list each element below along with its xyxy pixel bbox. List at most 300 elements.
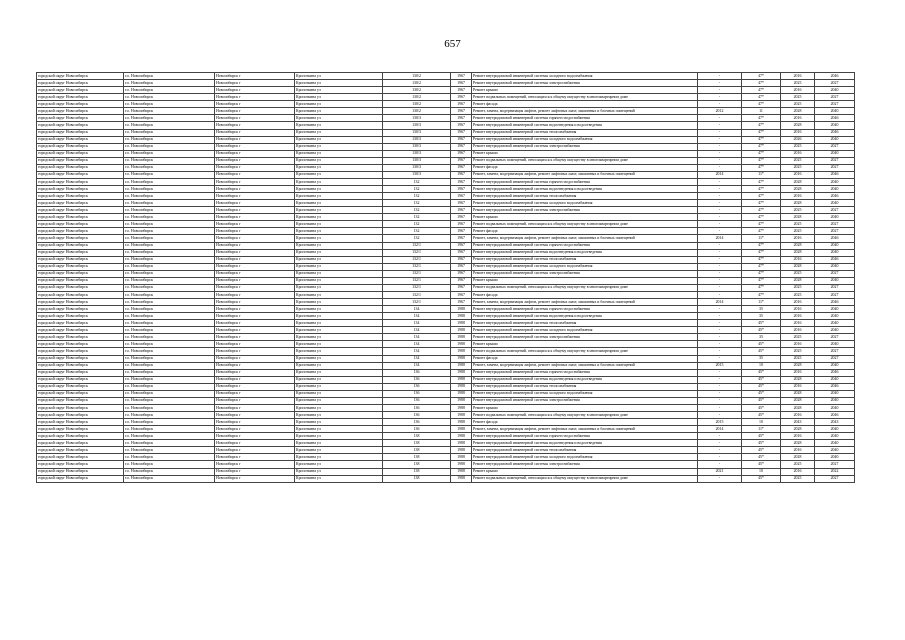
plan-end-cell: 2040	[815, 200, 855, 207]
year-cell: 1967	[451, 270, 472, 277]
city-cell: Новосибирск г	[215, 73, 295, 80]
year-cell: 1967	[451, 136, 472, 143]
last-repair-cell: -	[698, 228, 742, 235]
plan-end-cell: 2027	[815, 143, 855, 150]
district-cell: г.о. Новосибирск	[124, 390, 215, 397]
work-type-cell: Ремонт внутридомовой инженерной системы холодного водоснабжения	[472, 263, 698, 270]
last-repair-cell: -	[698, 284, 742, 291]
plan-start-cell: 2025	[781, 94, 815, 101]
wear-cell: 45*	[742, 348, 781, 355]
plan-start-cell: 2028	[781, 277, 815, 284]
street-cell: Кропоткина ул	[295, 320, 383, 327]
plan-start-cell: 2025	[781, 164, 815, 171]
work-type-cell: Ремонт внутридомовой инженерной системы теплоснабжения	[472, 129, 698, 136]
street-cell: Кропоткина ул	[295, 136, 383, 143]
district-cell: г.о. Новосибирск	[124, 73, 215, 80]
wear-cell: 11*	[742, 235, 781, 242]
street-cell: Кропоткина ул	[295, 80, 383, 87]
work-type-cell: Ремонт внутридомовой инженерной системы горячего водоснабжения	[472, 242, 698, 249]
district-cell: г.о. Новосибирск	[124, 150, 215, 157]
table-row	[37, 461, 855, 468]
municipality-cell: городской округ Новосибирск	[37, 235, 124, 242]
municipality-cell: городской округ Новосибирск	[37, 129, 124, 136]
municipality-cell: городской округ Новосибирск	[37, 468, 124, 475]
house-cell: 134	[383, 362, 451, 369]
last-repair-cell: -	[698, 306, 742, 313]
plan-start-cell: 2028	[781, 122, 815, 129]
house-cell: 136	[383, 390, 451, 397]
municipality-cell: городской округ Новосибирск	[37, 178, 124, 185]
city-cell: Новосибирск г	[215, 468, 295, 475]
last-repair-cell: -	[698, 122, 742, 129]
district-cell: г.о. Новосибирск	[124, 362, 215, 369]
work-type-cell: Ремонт внутридомовой инженерной системы горячего водоснабжения	[472, 306, 698, 313]
last-repair-cell: -	[698, 454, 742, 461]
plan-start-cell: 2016	[781, 235, 815, 242]
year-cell: 1967	[451, 73, 472, 80]
plan-start-cell: 2016	[781, 433, 815, 440]
table-row	[37, 108, 855, 115]
year-cell: 1988	[451, 404, 472, 411]
table-row	[37, 207, 855, 214]
city-cell: Новосибирск г	[215, 291, 295, 298]
plan-start-cell: 2025	[781, 284, 815, 291]
year-cell: 1988	[451, 390, 472, 397]
table-row	[37, 412, 855, 419]
work-type-cell: Ремонт внутридомовой инженерной системы электроснабжения	[472, 270, 698, 277]
plan-end-cell: 2027	[815, 334, 855, 341]
plan-start-cell: 2025	[781, 475, 815, 482]
city-cell: Новосибирск г	[215, 178, 295, 185]
last-repair-cell: 2021	[698, 468, 742, 475]
wear-cell: 45*	[742, 376, 781, 383]
municipality-cell: городской округ Новосибирск	[37, 164, 124, 171]
municipality-cell: городской округ Новосибирск	[37, 94, 124, 101]
year-cell: 1967	[451, 221, 472, 228]
street-cell: Кропоткина ул	[295, 313, 383, 320]
street-cell: Кропоткина ул	[295, 214, 383, 221]
work-type-cell: Ремонт подвальных помещений, относящихся к общему имуществу в многоквартирном доме	[472, 475, 698, 482]
plan-start-cell: 2025	[781, 270, 815, 277]
work-type-cell: Ремонт, замена, модернизация лифтов, ремонт лифтовых шахт, машинных и блочных помещений	[472, 235, 698, 242]
year-cell: 1988	[451, 412, 472, 419]
street-cell: Кропоткина ул	[295, 404, 383, 411]
city-cell: Новосибирск г	[215, 348, 295, 355]
last-repair-cell: 2015	[698, 362, 742, 369]
work-type-cell: Ремонт подвальных помещений, относящихся к общему имуществу в многоквартирном доме	[472, 348, 698, 355]
wear-cell: 47*	[742, 263, 781, 270]
district-cell: г.о. Новосибирск	[124, 115, 215, 122]
last-repair-cell: -	[698, 412, 742, 419]
street-cell: Кропоткина ул	[295, 221, 383, 228]
street-cell: Кропоткина ул	[295, 178, 383, 185]
year-cell: 1988	[451, 313, 472, 320]
wear-cell: 47*	[742, 214, 781, 221]
district-cell: г.о. Новосибирск	[124, 348, 215, 355]
city-cell: Новосибирск г	[215, 355, 295, 362]
city-cell: Новосибирск г	[215, 404, 295, 411]
municipality-cell: городской округ Новосибирск	[37, 80, 124, 87]
house-cell: 130/2	[383, 73, 451, 80]
municipality-cell: городской округ Новосибирск	[37, 193, 124, 200]
year-cell: 1967	[451, 193, 472, 200]
plan-start-cell: 2016	[781, 115, 815, 122]
wear-cell: 47*	[742, 200, 781, 207]
table-row	[37, 468, 855, 475]
house-cell: 130/3	[383, 164, 451, 171]
plan-end-cell: 2040	[815, 440, 855, 447]
year-cell: 1967	[451, 164, 472, 171]
plan-start-cell: 2025	[781, 291, 815, 298]
plan-start-cell: 2016	[781, 306, 815, 313]
year-cell: 1967	[451, 171, 472, 178]
year-cell: 1967	[451, 101, 472, 108]
year-cell: 1988	[451, 475, 472, 482]
table-row	[37, 284, 855, 291]
work-type-cell: Ремонт внутридомовой инженерной системы водоотведения и водоотведения	[472, 186, 698, 193]
city-cell: Новосибирск г	[215, 277, 295, 284]
work-type-cell: Ремонт, замена, модернизация лифтов, ремонт лифтовых шахт, машинных и блочных помещений	[472, 171, 698, 178]
last-repair-cell: -	[698, 341, 742, 348]
house-cell: 132	[383, 235, 451, 242]
municipality-cell: городской округ Новосибирск	[37, 221, 124, 228]
plan-end-cell: 2027	[815, 221, 855, 228]
last-repair-cell: -	[698, 80, 742, 87]
street-cell: Кропоткина ул	[295, 200, 383, 207]
municipality-cell: городской округ Новосибирск	[37, 108, 124, 115]
table-row	[37, 178, 855, 185]
municipality-cell: городской округ Новосибирск	[37, 390, 124, 397]
work-type-cell: Ремонт крыши	[472, 341, 698, 348]
house-cell: 134	[383, 355, 451, 362]
last-repair-cell: -	[698, 136, 742, 143]
plan-end-cell: 2027	[815, 461, 855, 468]
municipality-cell: городской округ Новосибирск	[37, 454, 124, 461]
table-row	[37, 101, 855, 108]
year-cell: 1967	[451, 228, 472, 235]
city-cell: Новосибирск г	[215, 454, 295, 461]
table-row	[37, 214, 855, 221]
work-type-cell: Ремонт внутридомовой инженерной системы водоотведения и водоотведения	[472, 313, 698, 320]
plan-start-cell: 2043	[781, 419, 815, 426]
street-cell: Кропоткина ул	[295, 270, 383, 277]
work-type-cell: Ремонт внутридомовой инженерной системы горячего водоснабжения	[472, 115, 698, 122]
district-cell: г.о. Новосибирск	[124, 447, 215, 454]
street-cell: Кропоткина ул	[295, 291, 383, 298]
district-cell: г.о. Новосибирск	[124, 369, 215, 376]
municipality-cell: городской округ Новосибирск	[37, 171, 124, 178]
street-cell: Кропоткина ул	[295, 235, 383, 242]
work-type-cell: Ремонт фасада	[472, 164, 698, 171]
plan-start-cell: 2028	[781, 214, 815, 221]
table-row	[37, 341, 855, 348]
last-repair-cell: -	[698, 440, 742, 447]
last-repair-cell: 2015	[698, 419, 742, 426]
wear-cell: 47*	[742, 73, 781, 80]
municipality-cell: городской округ Новосибирск	[37, 157, 124, 164]
district-cell: г.о. Новосибирск	[124, 122, 215, 129]
table-row	[37, 157, 855, 164]
municipality-cell: городской округ Новосибирск	[37, 284, 124, 291]
city-cell: Новосибирск г	[215, 299, 295, 306]
street-cell: Кропоткина ул	[295, 334, 383, 341]
house-cell: 132/1	[383, 256, 451, 263]
plan-end-cell: 2040	[815, 404, 855, 411]
last-repair-cell: -	[698, 214, 742, 221]
district-cell: г.о. Новосибирск	[124, 101, 215, 108]
house-cell: 138	[383, 475, 451, 482]
district-cell: г.о. Новосибирск	[124, 186, 215, 193]
table-row	[37, 348, 855, 355]
street-cell: Кропоткина ул	[295, 164, 383, 171]
house-cell: 130/3	[383, 157, 451, 164]
work-type-cell: Ремонт внутридомовой инженерной системы холодного водоснабжения	[472, 390, 698, 397]
house-cell: 134	[383, 341, 451, 348]
plan-start-cell: 2025	[781, 80, 815, 87]
plan-end-cell: 2046	[815, 193, 855, 200]
street-cell: Кропоткина ул	[295, 461, 383, 468]
district-cell: г.о. Новосибирск	[124, 334, 215, 341]
wear-cell: 47*	[742, 221, 781, 228]
municipality-cell: городской округ Новосибирск	[37, 299, 124, 306]
district-cell: г.о. Новосибирск	[124, 468, 215, 475]
plan-start-cell: 2025	[781, 348, 815, 355]
street-cell: Кропоткина ул	[295, 376, 383, 383]
house-cell: 136	[383, 419, 451, 426]
last-repair-cell: -	[698, 320, 742, 327]
last-repair-cell: -	[698, 256, 742, 263]
last-repair-cell: 2014	[698, 299, 742, 306]
work-type-cell: Ремонт фасада	[472, 355, 698, 362]
table-row	[37, 221, 855, 228]
city-cell: Новосибирск г	[215, 228, 295, 235]
table-row	[37, 249, 855, 256]
city-cell: Новосибирск г	[215, 207, 295, 214]
table-row	[37, 143, 855, 150]
last-repair-cell: -	[698, 249, 742, 256]
year-cell: 1988	[451, 320, 472, 327]
municipality-cell: городской округ Новосибирск	[37, 87, 124, 94]
district-cell: г.о. Новосибирск	[124, 108, 215, 115]
work-type-cell: Ремонт внутридомовой инженерной системы водоотведения и водоотведения	[472, 440, 698, 447]
plan-start-cell: 2025	[781, 355, 815, 362]
last-repair-cell: -	[698, 164, 742, 171]
plan-start-cell: 2016	[781, 171, 815, 178]
wear-cell: 45*	[742, 320, 781, 327]
street-cell: Кропоткина ул	[295, 390, 383, 397]
house-cell: 132	[383, 228, 451, 235]
work-type-cell: Ремонт крыши	[472, 150, 698, 157]
wear-cell: 47*	[742, 270, 781, 277]
district-cell: г.о. Новосибирск	[124, 178, 215, 185]
district-cell: г.о. Новосибирск	[124, 440, 215, 447]
plan-start-cell: 2025	[781, 461, 815, 468]
plan-start-cell: 2016	[781, 150, 815, 157]
district-cell: г.о. Новосибирск	[124, 433, 215, 440]
plan-start-cell: 2016	[781, 369, 815, 376]
last-repair-cell: -	[698, 461, 742, 468]
last-repair-cell: -	[698, 277, 742, 284]
work-type-cell: Ремонт крыши	[472, 468, 698, 475]
district-cell: г.о. Новосибирск	[124, 277, 215, 284]
year-cell: 1967	[451, 263, 472, 270]
plan-end-cell: 2040	[815, 277, 855, 284]
street-cell: Кропоткина ул	[295, 256, 383, 263]
capital-repair-table	[36, 72, 855, 483]
work-type-cell: Ремонт внутридомовой инженерной системы водоотведения и водоотведения	[472, 376, 698, 383]
city-cell: Новосибирск г	[215, 200, 295, 207]
city-cell: Новосибирск г	[215, 419, 295, 426]
street-cell: Кропоткина ул	[295, 299, 383, 306]
year-cell: 1967	[451, 115, 472, 122]
plan-end-cell: 2040	[815, 122, 855, 129]
street-cell: Кропоткина ул	[295, 129, 383, 136]
year-cell: 1967	[451, 299, 472, 306]
plan-start-cell: 2016	[781, 299, 815, 306]
street-cell: Кропоткина ул	[295, 383, 383, 390]
house-cell: 136	[383, 369, 451, 376]
table-row	[37, 186, 855, 193]
district-cell: г.о. Новосибирск	[124, 256, 215, 263]
street-cell: Кропоткина ул	[295, 115, 383, 122]
last-repair-cell: -	[698, 334, 742, 341]
table-row	[37, 299, 855, 306]
plan-end-cell: 2046	[815, 369, 855, 376]
house-cell: 136	[383, 376, 451, 383]
city-cell: Новосибирск г	[215, 475, 295, 482]
work-type-cell: Ремонт фасада	[472, 291, 698, 298]
street-cell: Кропоткина ул	[295, 369, 383, 376]
municipality-cell: городской округ Новосибирск	[37, 404, 124, 411]
street-cell: Кропоткина ул	[295, 193, 383, 200]
last-repair-cell: -	[698, 313, 742, 320]
year-cell: 1988	[451, 355, 472, 362]
table-row	[37, 419, 855, 426]
wear-cell: 35	[742, 306, 781, 313]
plan-start-cell: 2028	[781, 178, 815, 185]
municipality-cell: городской округ Новосибирск	[37, 263, 124, 270]
plan-start-cell: 2028	[781, 426, 815, 433]
plan-end-cell: 2040	[815, 376, 855, 383]
house-cell: 132/1	[383, 277, 451, 284]
work-type-cell: Ремонт внутридомовой инженерной системы горячего водоснабжения	[472, 178, 698, 185]
city-cell: Новосибирск г	[215, 122, 295, 129]
street-cell: Кропоткина ул	[295, 207, 383, 214]
plan-start-cell: 2025	[781, 157, 815, 164]
last-repair-cell: -	[698, 404, 742, 411]
house-cell: 136	[383, 426, 451, 433]
plan-end-cell: 2027	[815, 475, 855, 482]
house-cell: 132	[383, 200, 451, 207]
wear-cell: 47*	[742, 284, 781, 291]
street-cell: Кропоткина ул	[295, 143, 383, 150]
plan-end-cell: 2027	[815, 348, 855, 355]
last-repair-cell: -	[698, 369, 742, 376]
street-cell: Кропоткина ул	[295, 341, 383, 348]
district-cell: г.о. Новосибирск	[124, 397, 215, 404]
district-cell: г.о. Новосибирск	[124, 299, 215, 306]
plan-start-cell: 2028	[781, 404, 815, 411]
street-cell: Кропоткина ул	[295, 150, 383, 157]
house-cell: 134	[383, 306, 451, 313]
district-cell: г.о. Новосибирск	[124, 320, 215, 327]
wear-cell: 45*	[742, 404, 781, 411]
table-row	[37, 334, 855, 341]
year-cell: 1967	[451, 80, 472, 87]
table-row	[37, 256, 855, 263]
table-row	[37, 164, 855, 171]
plan-start-cell: 2016	[781, 73, 815, 80]
district-cell: г.о. Новосибирск	[124, 306, 215, 313]
last-repair-cell: 2014	[698, 426, 742, 433]
plan-end-cell: 2040	[815, 214, 855, 221]
year-cell: 1967	[451, 94, 472, 101]
work-type-cell: Ремонт внутридомовой инженерной системы теплоснабжения	[472, 256, 698, 263]
plan-end-cell: 2046	[815, 73, 855, 80]
city-cell: Новосибирск г	[215, 433, 295, 440]
wear-cell: 47*	[742, 101, 781, 108]
street-cell: Кропоткина ул	[295, 101, 383, 108]
work-type-cell: Ремонт внутридомовой инженерной системы теплоснабжения	[472, 320, 698, 327]
plan-start-cell: 2016	[781, 129, 815, 136]
wear-cell: 11*	[742, 171, 781, 178]
district-cell: г.о. Новосибирск	[124, 242, 215, 249]
wear-cell: 47*	[742, 291, 781, 298]
city-cell: Новосибирск г	[215, 115, 295, 122]
wear-cell: 45*	[742, 461, 781, 468]
city-cell: Новосибирск г	[215, 412, 295, 419]
city-cell: Новосибирск г	[215, 447, 295, 454]
district-cell: г.о. Новосибирск	[124, 355, 215, 362]
last-repair-cell: -	[698, 207, 742, 214]
house-cell: 130/2	[383, 87, 451, 94]
plan-end-cell: 2027	[815, 94, 855, 101]
municipality-cell: городской округ Новосибирск	[37, 426, 124, 433]
year-cell: 1967	[451, 87, 472, 94]
last-repair-cell: -	[698, 94, 742, 101]
district-cell: г.о. Новосибирск	[124, 412, 215, 419]
table-row	[37, 440, 855, 447]
municipality-cell: городской округ Новосибирск	[37, 242, 124, 249]
plan-start-cell: 2016	[781, 256, 815, 263]
last-repair-cell: -	[698, 383, 742, 390]
city-cell: Новосибирск г	[215, 143, 295, 150]
year-cell: 1988	[451, 440, 472, 447]
plan-end-cell: 2027	[815, 80, 855, 87]
year-cell: 1988	[451, 334, 472, 341]
municipality-cell: городской округ Новосибирск	[37, 277, 124, 284]
wear-cell: 45*	[742, 433, 781, 440]
district-cell: г.о. Новосибирск	[124, 341, 215, 348]
work-type-cell: Ремонт внутридомовой инженерной системы теплоснабжения	[472, 383, 698, 390]
wear-cell: 47*	[742, 129, 781, 136]
wear-cell: 47*	[742, 186, 781, 193]
year-cell: 1967	[451, 235, 472, 242]
city-cell: Новосибирск г	[215, 249, 295, 256]
year-cell: 1988	[451, 341, 472, 348]
street-cell: Кропоткина ул	[295, 284, 383, 291]
plan-start-cell: 2025	[781, 101, 815, 108]
year-cell: 1967	[451, 150, 472, 157]
work-type-cell: Ремонт, замена, модернизация лифтов, ремонт лифтовых шахт, машинных и блочных помещений	[472, 299, 698, 306]
municipality-cell: городской округ Новосибирск	[37, 397, 124, 404]
year-cell: 1988	[451, 419, 472, 426]
year-cell: 1967	[451, 186, 472, 193]
work-type-cell: Ремонт внутридомовой инженерной системы электроснабжения	[472, 461, 698, 468]
district-cell: г.о. Новосибирск	[124, 94, 215, 101]
last-repair-cell: -	[698, 270, 742, 277]
table-row	[37, 362, 855, 369]
